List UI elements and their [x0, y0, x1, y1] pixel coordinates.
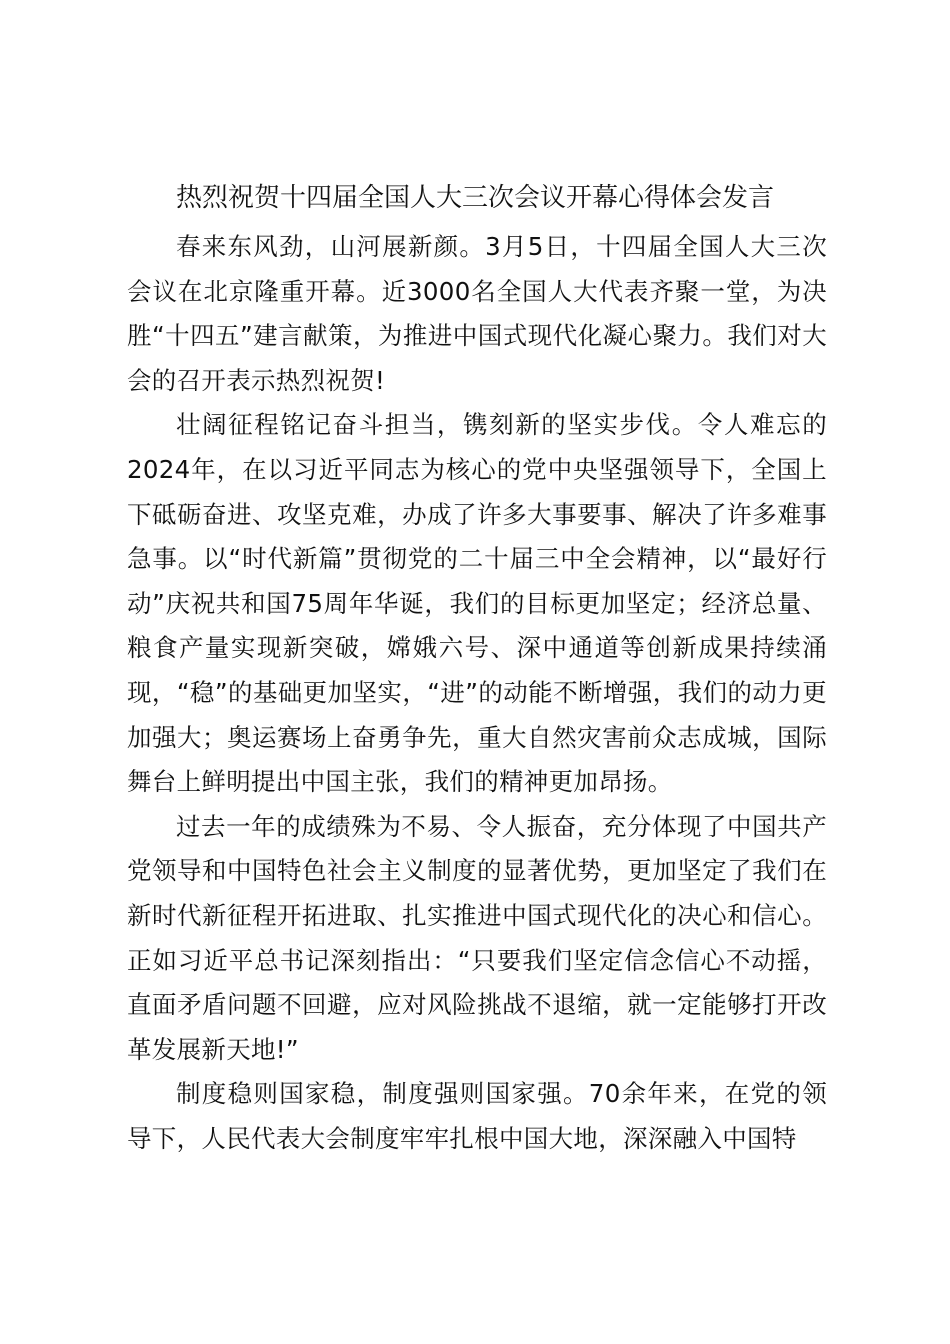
- paragraph-4: 制度稳则国家稳，制度强则国家强。70余年来，在党的领导下，人民代表大会制度牢牢扎根中国大地，深深融入中国特: [127, 1079, 827, 1153]
- paragraph-3: 过去一年的成绩殊为不易、令人振奋，充分体现了中国共产党领导和中国特色社会主义制度的显著优势，更加坚定了我们在新时代新征程开拓进取、扎实推进中国式现代化的决心和信心。正如习近平总书记深刻指出：“只要我们坚定信念信心不动摇，直面矛盾问题不回避，应对风险挑战不退缩，就一定能够打开改革发展新天地!”: [127, 811, 827, 1064]
- document-title: 热烈祝贺十四届全国人大三次会议开幕心得体会发言: [175, 183, 774, 213]
- paragraph-1: 春来东风劲，山河展新颜。3月5日，十四届全国人大三次会议在北京隆重开幕。近3000名全国人大代表齐聚一堂，为决胜“十四五”建言献策，为推进中国式现代化凝心聚力。我们对大会的召开表示热烈祝贺!: [127, 232, 827, 395]
- paragraph-2: 壮阔征程铭记奋斗担当，镌刻新的坚实步伐。令人难忘的2024年，在以习近平同志为核心的党中央坚强领导下，全国上下砥砺奋进、攻坚克难，办成了许多大事要事、解决了许多难事急事。以“时代新篇”贯彻党的二十届三中全会精神，以“最好行动”庆祝共和国75周年华诞，我们的目标更加坚定；经济总量、粮食产量实现新突破，嫦娥六号、深中通道等创新成果持续涌现，“稳”的基础更加坚实，“进”的动能不断增强，我们的动力更加强大；奥运赛场上奋勇争先，重大自然灾害前众志成城，国际舞台上鲜明提出中国主张，我们的精神更加昂扬。: [127, 410, 827, 797]
- document-body: [127, 225, 827, 1161]
